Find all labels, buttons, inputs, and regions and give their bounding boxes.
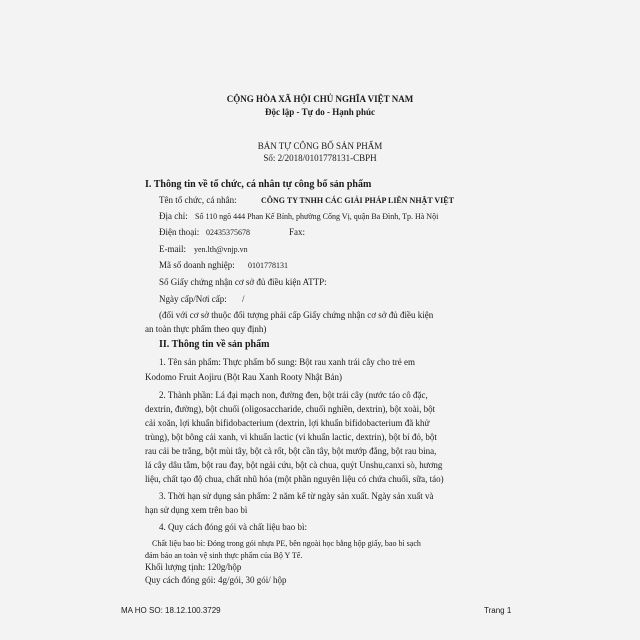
date-value: / [242, 294, 245, 304]
document-title: BẢN TỰ CÔNG BỐ SẢN PHẨM [257, 141, 383, 151]
record-code: MA HO SO: 18.12.100.3729 [121, 606, 221, 615]
packaging-line: Chất liệu bao bì: Đóng trong gói nhựa PE, bên ngoài học bằng hộp giấy, bao bì sạch [152, 539, 421, 548]
product-name-line: 1. Tên sản phẩm: Thực phẩm bổ sung: Bột rau xanh trái cây cho trẻ em [159, 357, 415, 367]
fax-label: Fax: [289, 227, 306, 237]
shelf-life-line: hạn sử dụng xem trên bao bì [145, 505, 248, 515]
product-name-line: Kodomo Fruit Aojiru (Bột Rau Xanh Rooty Nhật Bản) [145, 372, 342, 382]
note-line: an toàn thực phẩm theo quy định) [145, 324, 267, 334]
net-weight: Khối lượng tịnh: 120g/hộp [145, 562, 242, 572]
ingredients-line: rau cải be trắng, bột mùi tây, bột cà rốt, bột cần tây, bột mướp đắng, bột rau bina, [145, 446, 437, 456]
taxcode-value: 0101778131 [248, 261, 288, 270]
taxcode-label: Mã số doanh nghiệp: [159, 260, 235, 270]
page-number: Trang 1 [484, 606, 512, 615]
phone-value: 02435375678 [206, 228, 250, 237]
ingredients-line: lá cây dâu tằm, bột rau đay, bột ngải cứu, bột cà chua, quýt Unshu,canxi sò, hương [145, 460, 443, 470]
address-label: Địa chỉ: [159, 211, 188, 221]
document-number: Số: 2/2018/0101778131-CBPH [263, 153, 377, 163]
org-label: Tên tổ chức, cá nhân: [159, 195, 237, 205]
email-value: yen.lth@vnjp.vn [194, 245, 248, 254]
ingredients-line: cải xoăn, lợi khuẩn bifidobacterium (dextrin, lợi khuẩn bifidobacterium đã khử [145, 418, 430, 428]
packaging-line: đảm bảo an toàn vệ sinh thực phẩm của Bộ Y Tế. [145, 551, 303, 560]
address-value: Số 110 ngõ 444 Phan Kế Bính, phường Cống Vị, quận Ba Đình, Tp. Hà Nội [195, 212, 439, 221]
republic-heading: CỘNG HÒA XÃ HỘI CHỦ NGHĨA VIỆT NAM [226, 94, 414, 104]
pack-spec: Quy cách đóng gói: 4g/gói, 30 gói/ hộp [145, 575, 287, 585]
section2-heading: II. Thông tin về sản phẩm [159, 339, 270, 350]
date-label: Ngày cấp/Nơi cấp: [159, 294, 227, 304]
motto: Độc lập - Tự do - Hạnh phúc [264, 107, 375, 117]
section1-heading: I. Thông tin về tổ chức, cá nhân tự công bố sản phẩm [145, 179, 372, 190]
ingredients-line: trùng), bột bông cải xanh, vi khuẩn lactic (vi khuẩn lactic, dextrin), bột bí đỏ, bột [145, 432, 437, 442]
phone-label: Điện thoại: [159, 227, 200, 237]
cert-label: Số Giấy chứng nhận cơ sở đủ điều kiện ATTP: [159, 277, 327, 287]
shelf-life-line: 3. Thời hạn sử dụng sản phẩm: 2 năm kể từ ngày sản xuất. Ngày sản xuất và [159, 491, 434, 501]
email-label: E-mail: [159, 244, 186, 254]
ingredients-line: dextrin, đường), bột chuối (oligosaccharide, chuối nghiền, dextrin), bột xoài, bột [145, 404, 436, 414]
packaging-heading: 4. Quy cách đóng gói và chất liệu bao bì: [159, 522, 307, 532]
org-value: CÔNG TY TNHH CÁC GIẢI PHÁP LIÊN NHẬT VIỆT [261, 196, 454, 205]
ingredients-line: 2. Thành phần: Lá đại mạch non, đường đen, bột trái cây (nước táo cô đặc, [159, 390, 428, 400]
ingredients-line: liệu, chất tạo độ chua, chất nhũ hóa (một phần nguyên liệu có chứa chuối, sữa, táo) [145, 474, 444, 484]
note-line: (đối với cơ sở thuộc đối tượng phải cấp Giấy chứng nhận cơ sở đủ điều kiện [159, 310, 434, 320]
